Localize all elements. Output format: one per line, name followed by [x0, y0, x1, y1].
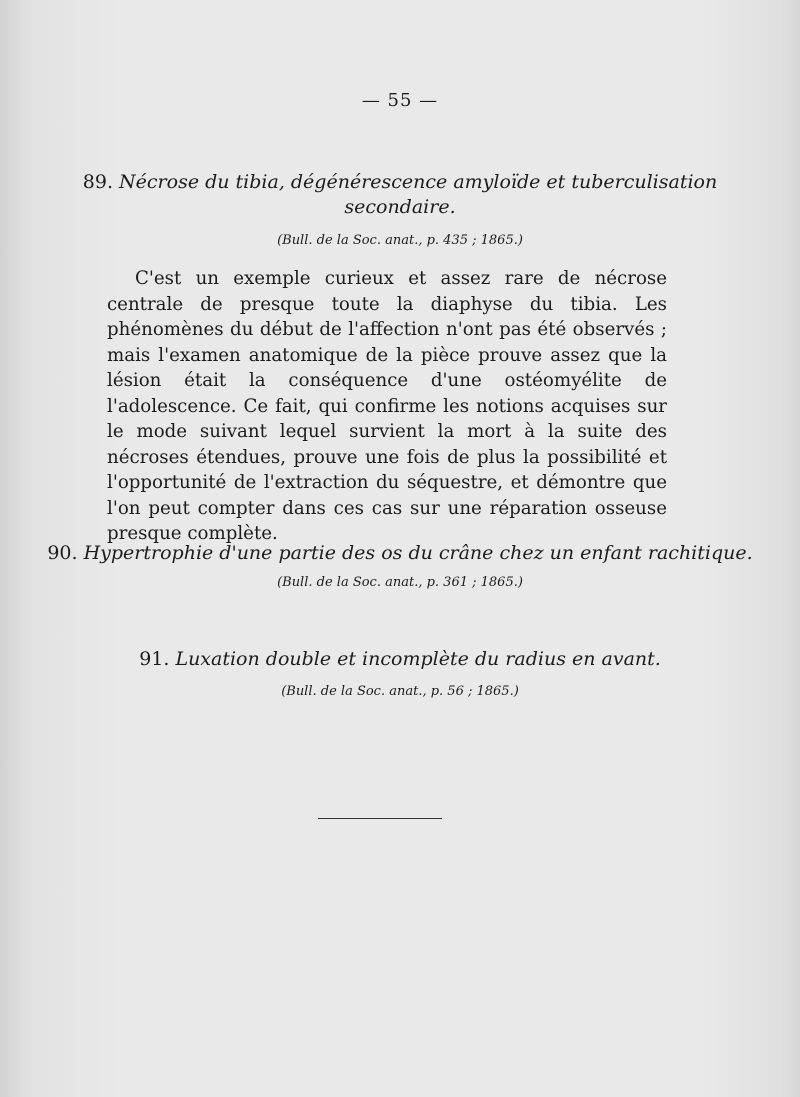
entry-91-number: 91. [139, 648, 170, 670]
entry-89-title-line2: secondaire. [344, 196, 456, 218]
entry-89-title [0, 170, 800, 220]
entry-89-number: 89. [82, 171, 113, 193]
page-number: — 55 — [361, 90, 439, 111]
entry-89-body: C'est un exemple curieux et assez rare de nécrose centrale de presque toute la diaphyse du tibia. Les phénomènes du début de l'affection n'ont pas été observés ; mais l'examen anatomique de la pièce prouve assez que la lésion était la conséquence d'une ostéomyélite de l'adolescence. Ce fait, qui confirme les notions acquises sur le mode suivant lequel survient la mort à la suite des nécroses étendues, prouve une fois de plus la possibilité et l'opportunité de l'extraction du séquestre, et démontre que l'on peut compter dans ces cas sur une réparation osseuse presque complète. [107, 268, 667, 544]
entry-89-reference: (Bull. de la Soc. anat., p. 435 ; 1865.) [277, 233, 523, 248]
entry-90-title-text: Hypertrophie d'une partie des os du crâne chez un enfant rachitique. [83, 542, 753, 564]
section-divider [318, 818, 442, 819]
entry-90-title [0, 541, 800, 566]
entry-90-reference: (Bull. de la Soc. anat., p. 361 ; 1865.) [277, 575, 523, 590]
entry-90-number: 90. [47, 542, 78, 564]
entry-91-title-text: Luxation double et incomplète du radius en avant. [175, 648, 661, 670]
entry-91-title [0, 647, 800, 672]
entry-89-title-line1: Nécrose du tibia, dégénérescence amyloïde et tuberculisation [119, 171, 718, 193]
entry-91-reference: (Bull. de la Soc. anat., p. 56 ; 1865.) [281, 684, 519, 699]
